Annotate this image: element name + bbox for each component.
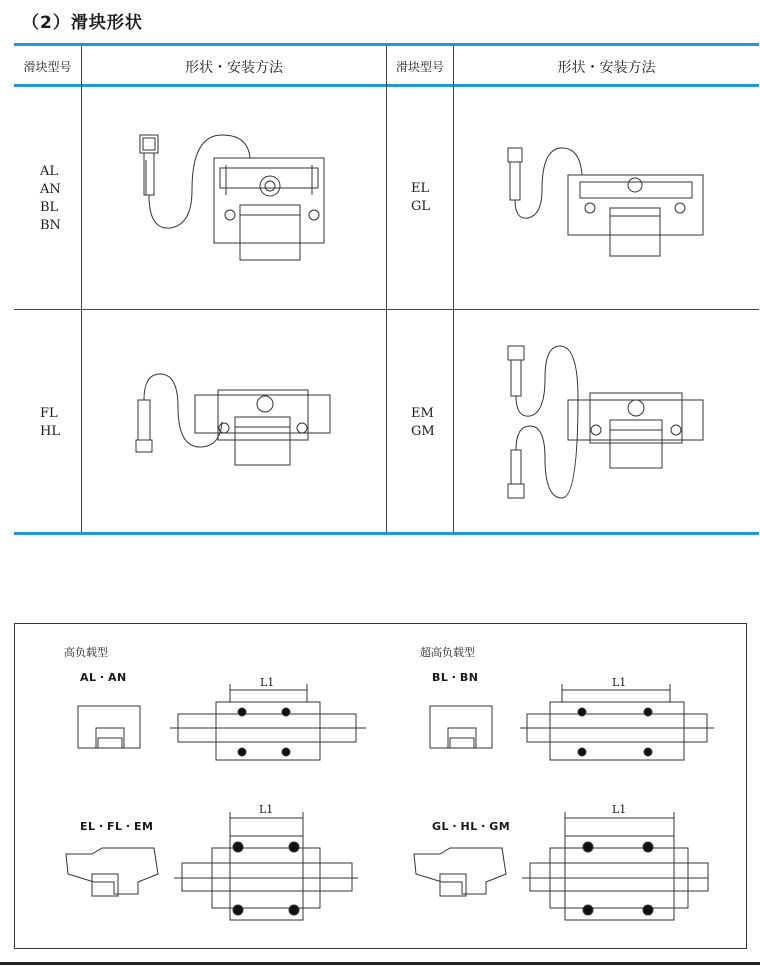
diagram-bl-bn — [422, 676, 722, 776]
col-divider-1 — [81, 46, 82, 532]
page-bottom-rule — [0, 962, 760, 965]
header-shape-col-left: 形状・安装方法 — [185, 60, 283, 76]
model-code: BL — [40, 200, 59, 215]
header-model-col-right: 滑块型号 — [395, 60, 444, 74]
diagram-al-an — [70, 676, 370, 776]
model-list-cell-2 — [411, 180, 430, 216]
diagram-label-el-fl-em: EL・FL・EM — [80, 820, 154, 833]
section-title: （2）滑块形状 — [22, 13, 143, 33]
model-list-cell-1 — [40, 163, 61, 235]
caption-ultra-high-load: 超高负载型 — [420, 646, 475, 659]
model-code: BN — [40, 218, 61, 233]
slider-drawing-fl-hl — [130, 362, 370, 472]
col-divider-3 — [453, 46, 454, 532]
diagram-gl-hl-gm — [410, 808, 710, 928]
slider-drawing-al-an — [130, 120, 370, 280]
model-code: FL — [40, 406, 58, 421]
caption-high-load: 高负载型 — [64, 646, 108, 659]
model-code: GL — [411, 199, 431, 214]
dim-l1-gl-hl-gm: L1 — [612, 803, 627, 816]
slider-drawing-em-gm — [500, 338, 740, 508]
col-divider-2 — [386, 46, 387, 532]
table-bottom-rule — [14, 532, 759, 535]
model-code: EM — [411, 406, 434, 421]
bolt-icon — [140, 135, 158, 195]
diagram-label-al-an: AL・AN — [80, 671, 127, 684]
model-list-cell-3 — [40, 405, 60, 441]
dim-l1-al-an: L1 — [260, 676, 275, 689]
header-shape-col-right: 形状・安装方法 — [557, 60, 656, 76]
model-code: AL — [40, 164, 59, 179]
model-list-cell-4 — [411, 405, 435, 441]
model-code: EL — [411, 181, 430, 196]
model-code: AN — [40, 182, 61, 197]
dim-l1-el-fl-em: L1 — [259, 803, 274, 816]
model-code: HL — [40, 424, 60, 439]
dim-l1-bl-bn: L1 — [612, 676, 627, 689]
slider-block-icon — [214, 158, 324, 260]
diagram-el-fl-em — [62, 808, 362, 928]
diagram-label-bl-bn: BL・BN — [432, 671, 479, 684]
model-code: GM — [411, 424, 435, 439]
slider-drawing-el-gl — [500, 130, 740, 270]
header-model-col-left: 滑块型号 — [23, 60, 72, 74]
diagram-label-gl-hl-gm: GL・HL・GM — [432, 820, 511, 833]
